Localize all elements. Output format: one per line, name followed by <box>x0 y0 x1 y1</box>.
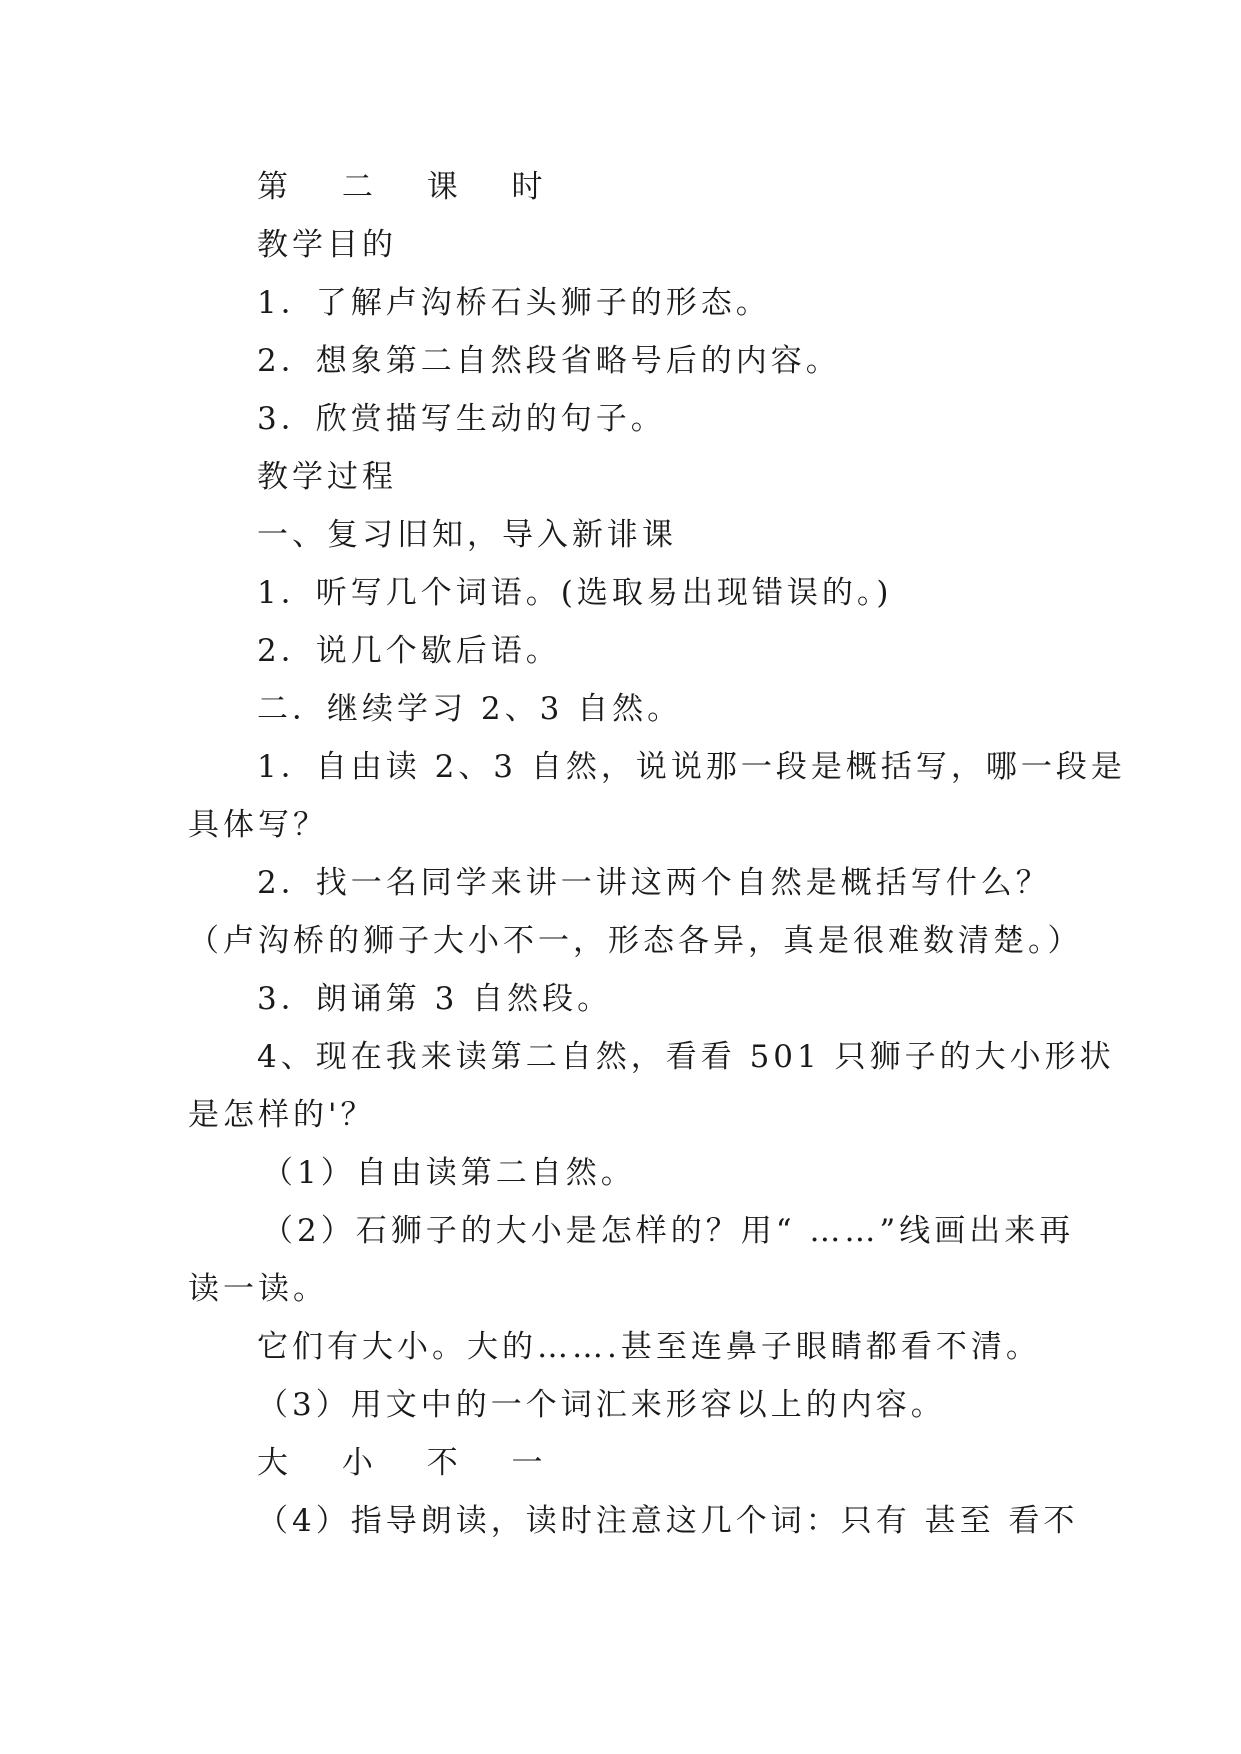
objective-item: 3．欣赏描写生动的句子。 <box>257 401 666 437</box>
paragraph-line: 是怎样的'？ <box>188 1097 376 1133</box>
paragraph-line: 4、现在我来读第二自然，看看 501 只狮子的大小形状 <box>257 1039 1115 1075</box>
paragraph-line: （1）自由读第二自然。 <box>262 1155 636 1191</box>
paragraph-line: 3．朗诵第 3 自然段。 <box>257 981 613 1017</box>
section-heading-objectives: 教学目的 <box>257 227 397 263</box>
paragraph-line: 具体写？ <box>188 807 328 843</box>
process-step-heading: 二．继续学习 2、3 自然。 <box>257 691 683 727</box>
objective-item: 1．了解卢沟桥石头狮子的形态。 <box>257 285 771 321</box>
paragraph-line: 2．说几个歇后语。 <box>257 633 561 669</box>
lesson-heading: 第 二 课 时 <box>257 169 565 205</box>
paragraph-line: （4）指导朗读，读时注意这几个词：只有 甚至 看不 <box>257 1503 1079 1539</box>
paragraph-line: 1．听写几个词语。(选取易出现错误的。) <box>257 575 893 611</box>
process-step-heading: 一、复习旧知，导入新诽课 <box>257 517 677 553</box>
paragraph-line: 1．自由读 2、3 自然，说说那一段是概括写，哪一段是 <box>257 749 1126 785</box>
paragraph-line: 它们有大小。大的…….甚至连鼻子眼睛都看不清。 <box>257 1329 1041 1365</box>
highlight-phrase: 大 小 不 一 <box>257 1445 565 1481</box>
paragraph-line: 2．找一名同学来讲一讲这两个自然是概括写什么？ <box>257 865 1051 901</box>
paragraph-line: （2）石狮子的大小是怎样的？用“ ……”线画出来再 <box>262 1213 1075 1249</box>
paragraph-line: 读一读。 <box>188 1271 328 1307</box>
objective-item: 2．想象第二自然段省略号后的内容。 <box>257 343 841 379</box>
paragraph-line: （3）用文中的一个词汇来形容以上的内容。 <box>257 1387 946 1423</box>
paragraph-line: （卢沟桥的狮子大小不一，形态各异，真是很难数清楚。） <box>188 923 1083 959</box>
section-heading-process: 教学过程 <box>257 459 397 495</box>
